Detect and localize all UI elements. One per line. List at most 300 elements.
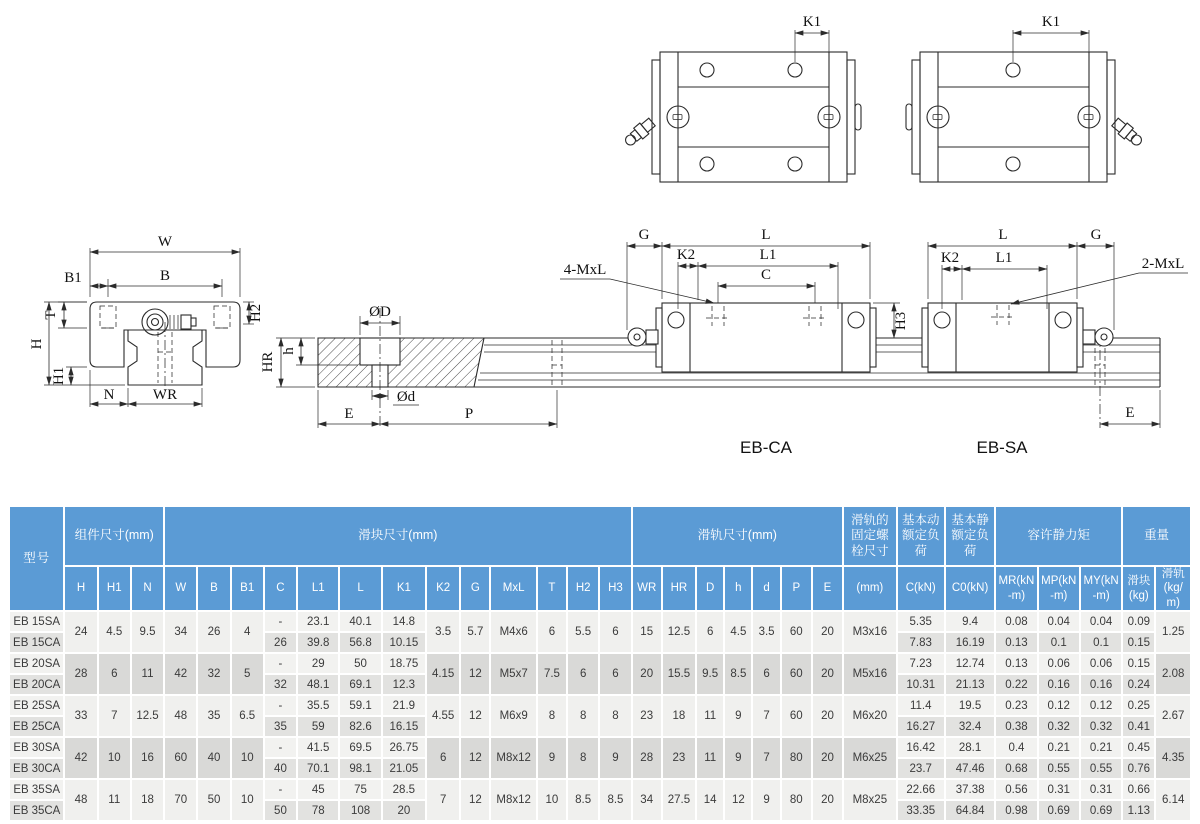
cell: 0.68 xyxy=(996,759,1036,778)
cell: 4.35 xyxy=(1156,738,1190,778)
cell: 0.23 xyxy=(996,696,1036,715)
column-group-block: 滑块尺寸(mm) xyxy=(165,507,630,565)
cell: 0.08 xyxy=(996,612,1036,631)
cell: 23.7 xyxy=(898,759,944,778)
cell: 9.5 xyxy=(132,612,163,652)
cell: M5x7 xyxy=(491,654,535,694)
dim-label-h: H xyxy=(29,338,45,350)
cell: 48 xyxy=(65,780,96,820)
cell: 0.25 xyxy=(1123,696,1154,715)
cell: 4.55 xyxy=(427,696,459,736)
cell: 28 xyxy=(633,738,661,778)
cell: 26.75 xyxy=(383,738,425,757)
cell: 6.14 xyxy=(1156,780,1190,820)
cell: 3.5 xyxy=(753,612,779,652)
cell: - xyxy=(265,696,296,715)
cell: 7.5 xyxy=(538,654,566,694)
cell: 4 xyxy=(232,612,263,652)
cell: 45 xyxy=(298,780,338,799)
cell: EB 35SA xyxy=(10,780,63,799)
cell: EB 25CA xyxy=(10,717,63,736)
cell: 21.05 xyxy=(383,759,425,778)
cell: 0.1 xyxy=(1081,633,1121,652)
cell: 4.5 xyxy=(99,612,130,652)
cell: 37.38 xyxy=(946,780,994,799)
cell: 10 xyxy=(538,780,566,820)
cell: 0.38 xyxy=(996,717,1036,736)
cell: 69.5 xyxy=(340,738,380,757)
cell: 0.12 xyxy=(1081,696,1121,715)
column-header-g: G xyxy=(461,567,489,610)
cell: 59 xyxy=(298,717,338,736)
cell: 50 xyxy=(198,780,229,820)
cell: - xyxy=(265,780,296,799)
cell: 28 xyxy=(65,654,96,694)
dim-label-wr: WR xyxy=(152,387,178,403)
cell: 35 xyxy=(265,717,296,736)
cell: 16.19 xyxy=(946,633,994,652)
dim-label-w: W xyxy=(157,234,173,250)
cell: 32 xyxy=(265,675,296,694)
column-group-weight: 重量 xyxy=(1123,507,1190,565)
cell: 1.13 xyxy=(1123,801,1154,820)
column-header-h: h xyxy=(725,567,751,610)
cell: 0.13 xyxy=(996,654,1036,673)
cell: 8 xyxy=(600,696,630,736)
cell: 16 xyxy=(132,738,163,778)
cell: 18 xyxy=(663,696,695,736)
column-header-l: L xyxy=(340,567,380,610)
cell: 59.1 xyxy=(340,696,380,715)
cell: 0.21 xyxy=(1081,738,1121,757)
callout-2mxl: 2-MxL xyxy=(1141,256,1185,272)
column-header-mp-kn-m: MP(kN-m) xyxy=(1039,567,1079,610)
cell: M5x16 xyxy=(844,654,895,694)
grease-nipple xyxy=(622,117,656,149)
cell: 16.27 xyxy=(898,717,944,736)
cell: 23 xyxy=(663,738,695,778)
cell: 20 xyxy=(813,738,842,778)
cell: 48.1 xyxy=(298,675,338,694)
cell: 0.31 xyxy=(1039,780,1079,799)
caption-eb-sa: EB-SA xyxy=(976,438,1028,457)
dim-label-h1: H1 xyxy=(51,366,67,386)
column-group-dynamic-load: 基本动额定负荷 xyxy=(898,507,944,565)
cell: 11 xyxy=(697,738,723,778)
cell: 60 xyxy=(782,654,811,694)
cell: EB 35CA xyxy=(10,801,63,820)
cell: 0.06 xyxy=(1039,654,1079,673)
cell: 0.4 xyxy=(996,738,1036,757)
cell: 11 xyxy=(99,780,130,820)
spec-table-body xyxy=(10,612,1190,820)
column-header-mxl: MxL xyxy=(491,567,535,610)
cell: 10 xyxy=(232,738,263,778)
cell: 4.15 xyxy=(427,654,459,694)
cell: EB 20CA xyxy=(10,675,63,694)
cell: 11 xyxy=(697,696,723,736)
column-header-b1: B1 xyxy=(232,567,263,610)
cell: 40 xyxy=(265,759,296,778)
dim-label-e: E xyxy=(344,406,354,422)
column-header-e: E xyxy=(813,567,842,610)
cell: 23.1 xyxy=(298,612,338,631)
dim-label-c: C xyxy=(760,267,772,283)
dim-label-e: E xyxy=(1125,405,1135,421)
cell: 0.04 xyxy=(1081,612,1121,631)
cell: 0.31 xyxy=(1081,780,1121,799)
cell: 12 xyxy=(461,780,489,820)
cell: 0.16 xyxy=(1039,675,1079,694)
cell: 8.5 xyxy=(600,780,630,820)
column-header-d: D xyxy=(697,567,723,610)
spec-table xyxy=(8,505,1192,822)
cell: 10 xyxy=(232,780,263,820)
cell: 12.5 xyxy=(663,612,695,652)
cell: 6 xyxy=(538,612,566,652)
cell: 7 xyxy=(427,780,459,820)
cell: 8 xyxy=(538,696,566,736)
cell: 12 xyxy=(725,780,751,820)
cell: 6 xyxy=(600,654,630,694)
column-header-h1: H1 xyxy=(99,567,130,610)
cell: M6x9 xyxy=(491,696,535,736)
cell: 35.5 xyxy=(298,696,338,715)
cell: 6 xyxy=(600,612,630,652)
cell: 75 xyxy=(340,780,380,799)
cell: 7 xyxy=(99,696,130,736)
cell: 0.55 xyxy=(1039,759,1079,778)
cell: 9 xyxy=(600,738,630,778)
cell: 24 xyxy=(65,612,96,652)
caption-eb-ca: EB-CA xyxy=(740,438,792,457)
cell: 7 xyxy=(753,696,779,736)
cell: 26 xyxy=(265,633,296,652)
cell: 70.1 xyxy=(298,759,338,778)
cell: 5 xyxy=(232,654,263,694)
column-header-hr: HR xyxy=(663,567,695,610)
cell: 80 xyxy=(782,738,811,778)
cell: 32.4 xyxy=(946,717,994,736)
table-row xyxy=(10,738,1190,757)
cell: 8.5 xyxy=(725,654,751,694)
cell: 5.35 xyxy=(898,612,944,631)
cell: 0.69 xyxy=(1081,801,1121,820)
cell: EB 25SA xyxy=(10,696,63,715)
rail-section-view xyxy=(260,304,557,428)
cell: 21.13 xyxy=(946,675,994,694)
cell: 41.5 xyxy=(298,738,338,757)
cell: 50 xyxy=(265,801,296,820)
cell: 60 xyxy=(165,738,196,778)
cell: 20 xyxy=(813,780,842,820)
top-view-eb-ca xyxy=(622,14,861,182)
dim-label-k1: K1 xyxy=(802,14,822,30)
cell: 35 xyxy=(198,696,229,736)
column-header-mm: (mm) xyxy=(844,567,895,610)
cell: 12.5 xyxy=(132,696,163,736)
column-header-my-kn-m: MY(kN-m) xyxy=(1081,567,1121,610)
cell: 40 xyxy=(198,738,229,778)
cell: 18.75 xyxy=(383,654,425,673)
cell: 2.67 xyxy=(1156,696,1190,736)
cell: 78 xyxy=(298,801,338,820)
cell: 8.5 xyxy=(568,780,598,820)
column-header-c-kn: C(kN) xyxy=(898,567,944,610)
cell: 9 xyxy=(753,780,779,820)
dim-label-h3: H3 xyxy=(893,311,909,331)
dim-label-g: G xyxy=(638,227,650,243)
cell: 33 xyxy=(65,696,96,736)
cell: 12 xyxy=(461,654,489,694)
side-view-eb-ca xyxy=(560,227,909,457)
cell: 0.56 xyxy=(996,780,1036,799)
cell: 42 xyxy=(165,654,196,694)
cell: 12.3 xyxy=(383,675,425,694)
cell: 34 xyxy=(165,612,196,652)
dim-label-k2: K2 xyxy=(676,247,696,263)
cell: 8 xyxy=(568,696,598,736)
dim-label-k2: K2 xyxy=(940,250,960,266)
side-view-eb-sa xyxy=(922,227,1188,457)
cell: 6 xyxy=(427,738,459,778)
cell: 10.31 xyxy=(898,675,944,694)
cell: 12 xyxy=(461,696,489,736)
cell: 0.06 xyxy=(1081,654,1121,673)
dim-label-b: B xyxy=(159,268,171,284)
cell: EB 30CA xyxy=(10,759,63,778)
cell: 11 xyxy=(132,654,163,694)
column-header-kg-m: 滑轨(kg/m) xyxy=(1156,567,1190,610)
cell: 12 xyxy=(461,738,489,778)
cell: M4x6 xyxy=(491,612,535,652)
column-header-k1: K1 xyxy=(383,567,425,610)
column-header-n: N xyxy=(132,567,163,610)
cell: 0.41 xyxy=(1123,717,1154,736)
cell: 108 xyxy=(340,801,380,820)
dim-label-l1: L1 xyxy=(995,250,1013,266)
dim-label-hr: HR xyxy=(260,351,276,373)
cell: M6x25 xyxy=(844,738,895,778)
cell: 82.6 xyxy=(340,717,380,736)
cell: 0.13 xyxy=(996,633,1036,652)
dim-label-h2: H2 xyxy=(248,303,264,323)
cell: 28.1 xyxy=(946,738,994,757)
cell: 33.35 xyxy=(898,801,944,820)
cell: 6 xyxy=(99,654,130,694)
cell: 42 xyxy=(65,738,96,778)
cell: 9 xyxy=(538,738,566,778)
cell: 19.5 xyxy=(946,696,994,715)
cell: 18 xyxy=(132,780,163,820)
cell: 15.5 xyxy=(663,654,695,694)
cell: 0.04 xyxy=(1039,612,1079,631)
cell: 34 xyxy=(633,780,661,820)
cell: 0.15 xyxy=(1123,654,1154,673)
cell: - xyxy=(265,654,296,673)
dim-label-p: P xyxy=(464,406,474,422)
cell: M6x20 xyxy=(844,696,895,736)
cell: 14.8 xyxy=(383,612,425,631)
cell: 48 xyxy=(165,696,196,736)
cell: 20 xyxy=(633,654,661,694)
column-header-kg: 滑块(kg) xyxy=(1123,567,1154,610)
cell: 20 xyxy=(813,612,842,652)
cell: 12.74 xyxy=(946,654,994,673)
cell: 64.84 xyxy=(946,801,994,820)
cell: 0.24 xyxy=(1123,675,1154,694)
dim-label-k1: K1 xyxy=(1041,14,1061,30)
cell: 7.83 xyxy=(898,633,944,652)
cell: 0.12 xyxy=(1039,696,1079,715)
column-header-p: P xyxy=(782,567,811,610)
cell: 0.1 xyxy=(1039,633,1079,652)
cell: 20 xyxy=(813,654,842,694)
table-row xyxy=(10,612,1190,631)
cell: 23 xyxy=(633,696,661,736)
cell: 7.23 xyxy=(898,654,944,673)
cell: 47.46 xyxy=(946,759,994,778)
cell: 0.16 xyxy=(1081,675,1121,694)
cell: 40.1 xyxy=(340,612,380,631)
cell: 11.4 xyxy=(898,696,944,715)
cell: 4.5 xyxy=(725,612,751,652)
cell: 0.22 xyxy=(996,675,1036,694)
dim-label-hole-depth: h xyxy=(281,347,297,355)
cell: 14 xyxy=(697,780,723,820)
cell: 6 xyxy=(697,612,723,652)
dim-label-g: G xyxy=(1090,227,1102,243)
dim-label-t: T xyxy=(43,310,59,320)
dim-label-dia-D: ØD xyxy=(369,304,391,320)
table-row xyxy=(10,654,1190,673)
column-header-d: d xyxy=(753,567,779,610)
cell: 16.42 xyxy=(898,738,944,757)
cell: 16.15 xyxy=(383,717,425,736)
column-group-bolt: 滑轨的固定螺栓尺寸 xyxy=(844,507,895,565)
callout-4mxl: 4-MxL xyxy=(563,262,607,278)
table-row xyxy=(10,780,1190,799)
dim-label-dia-d: Ød xyxy=(396,389,416,405)
column-group-static-load: 基本静额定负荷 xyxy=(946,507,994,565)
cell: 0.98 xyxy=(996,801,1036,820)
cell: 0.45 xyxy=(1123,738,1154,757)
cell: 0.09 xyxy=(1123,612,1154,631)
cell: 0.32 xyxy=(1081,717,1121,736)
cell: 9.5 xyxy=(697,654,723,694)
group-header-row xyxy=(10,507,1190,565)
cell: 9 xyxy=(725,696,751,736)
cell: 20 xyxy=(383,801,425,820)
cell: 5.5 xyxy=(568,612,598,652)
cell: 9 xyxy=(725,738,751,778)
cell: 0.66 xyxy=(1123,780,1154,799)
column-header-k2: K2 xyxy=(427,567,459,610)
dim-label-l: L xyxy=(998,227,1008,243)
cell: 29 xyxy=(298,654,338,673)
cell: - xyxy=(265,612,296,631)
cell: EB 15SA xyxy=(10,612,63,631)
cell: 70 xyxy=(165,780,196,820)
cell: 50 xyxy=(340,654,380,673)
column-header-c: C xyxy=(265,567,296,610)
dim-label-b1: B1 xyxy=(64,270,82,286)
cell: - xyxy=(265,738,296,757)
cell: 6.5 xyxy=(232,696,263,736)
cell: 15 xyxy=(633,612,661,652)
cell: 0.21 xyxy=(1039,738,1079,757)
column-header-h: H xyxy=(65,567,96,610)
dim-label-l: L xyxy=(761,227,771,243)
cell: 8 xyxy=(568,738,598,778)
column-header-b: B xyxy=(198,567,229,610)
column-header-h2: H2 xyxy=(568,567,598,610)
cell: 20 xyxy=(813,696,842,736)
dim-label-l1: L1 xyxy=(759,247,777,263)
column-header-mr-kn-m: MR(kN-m) xyxy=(996,567,1036,610)
top-view-eb-sa xyxy=(906,14,1145,182)
cell: 0.69 xyxy=(1039,801,1079,820)
cell: 22.66 xyxy=(898,780,944,799)
cell: 0.32 xyxy=(1039,717,1079,736)
column-group-rail: 滑轨尺寸(mm) xyxy=(633,507,843,565)
column-group-assembly: 组件尺寸(mm) xyxy=(65,507,163,565)
column-header-c0-kn: C0(kN) xyxy=(946,567,994,610)
column-header-model: 型号 xyxy=(10,507,63,610)
cell: 0.55 xyxy=(1081,759,1121,778)
column-group-static-moment: 容许静力矩 xyxy=(996,507,1121,565)
cell: 39.8 xyxy=(298,633,338,652)
column-header-wr: WR xyxy=(633,567,661,610)
cell: 9.4 xyxy=(946,612,994,631)
cell: M8x12 xyxy=(491,780,535,820)
cell: 80 xyxy=(782,780,811,820)
cell: 56.8 xyxy=(340,633,380,652)
cell: M8x25 xyxy=(844,780,895,820)
cell: 10.15 xyxy=(383,633,425,652)
cell: 2.08 xyxy=(1156,654,1190,694)
cell: 60 xyxy=(782,612,811,652)
cell: 0.76 xyxy=(1123,759,1154,778)
table-row xyxy=(10,696,1190,715)
dim-label-n: N xyxy=(103,387,115,403)
column-header-w: W xyxy=(165,567,196,610)
cell: 1.25 xyxy=(1156,612,1190,652)
cell: M3x16 xyxy=(844,612,895,652)
cell: M8x12 xyxy=(491,738,535,778)
cell: 3.5 xyxy=(427,612,459,652)
cell: 21.9 xyxy=(383,696,425,715)
cell: 28.5 xyxy=(383,780,425,799)
cell: 98.1 xyxy=(340,759,380,778)
grease-nipple xyxy=(1111,117,1145,149)
sub-header-row xyxy=(10,567,1190,610)
column-header-l1: L1 xyxy=(298,567,338,610)
cell: EB 15CA xyxy=(10,633,63,652)
cell: 27.5 xyxy=(663,780,695,820)
cell: EB 20SA xyxy=(10,654,63,673)
cell: 0.15 xyxy=(1123,633,1154,652)
cell: 7 xyxy=(753,738,779,778)
cell: 6 xyxy=(568,654,598,694)
cell: 60 xyxy=(782,696,811,736)
column-header-h3: H3 xyxy=(600,567,630,610)
column-header-t: T xyxy=(538,567,566,610)
cell: 26 xyxy=(198,612,229,652)
cell: 69.1 xyxy=(340,675,380,694)
cell: 32 xyxy=(198,654,229,694)
cell: 5.7 xyxy=(461,612,489,652)
